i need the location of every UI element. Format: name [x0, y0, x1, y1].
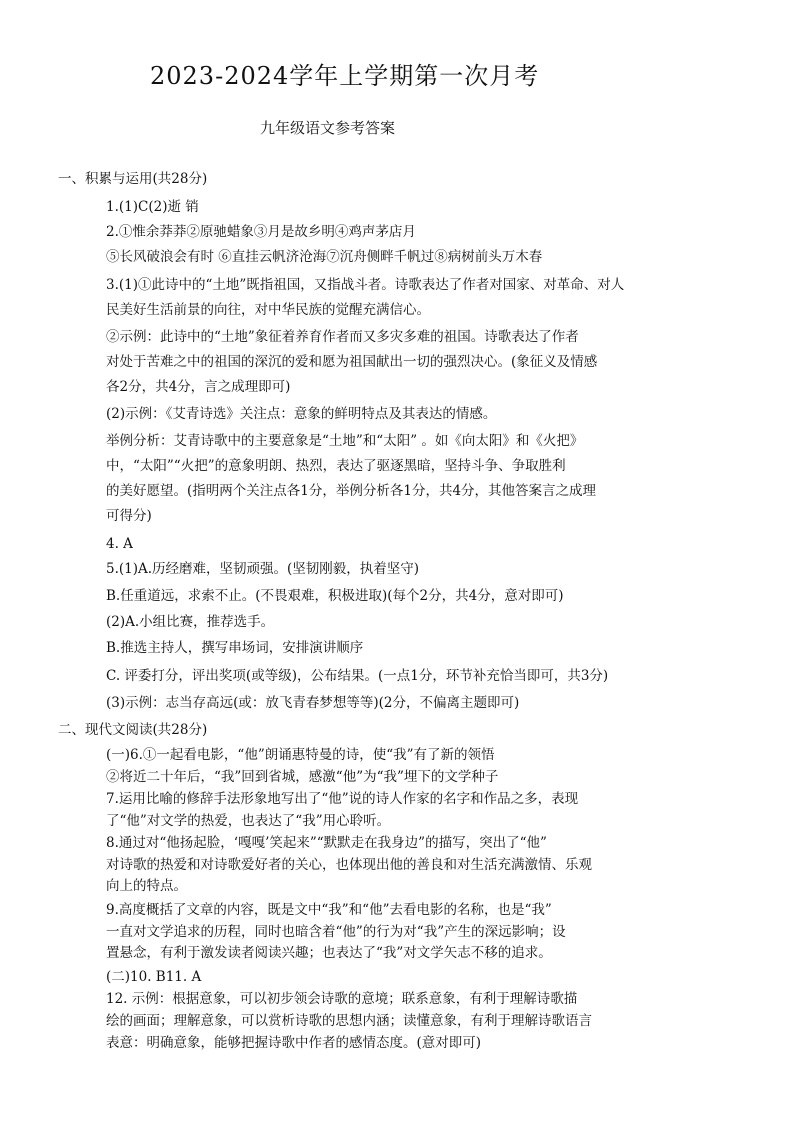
answer-line: C. 评委打分，评出奖项(或等级)，公布结果。(一点1分，环节补充恰当即可，共3分) [106, 668, 609, 684]
answer-line: 民美好生活前景的向往，对中华民族的觉醒充满信心。 [106, 302, 430, 318]
answer-line: 对处于苦难之中的祖国的深沉的爱和愿为祖国献出一切的强烈决心。(象征义及情感 [106, 354, 598, 370]
answer-line: B.任重道远，求索不止。(不畏艰难，积极进取)(每个2分，共4分，意对即可) [106, 588, 564, 604]
answer-line: 了“他”对文学的热爱，也表达了“我”用心聆听。 [106, 813, 391, 829]
answer-line: 各2分，共4分，言之成理即可) [106, 379, 291, 395]
answer-line: 举例分析：艾青诗歌中的主要意象是“土地”和“太阳” 。如《向太阳》和《火把》 [106, 433, 584, 449]
answer-line: ②将近二十年后，“我”回到省城，感激“他”为“我”埋下的文学种子 [106, 769, 499, 785]
answer-line: 8.通过对“他扬起脸，‘嘎嘎’笑起来”“默默走在我身边”的描写，突出了“他” [106, 835, 547, 851]
answer-line: 的美好愿望。(指明两个关注点各1分，举例分析各1分，共4分，其他答案言之成理 [106, 483, 597, 499]
answer-line: 3.(1)①此诗中的“土地”既指祖国，又指战斗者。诗歌表达了作者对国家、对革命、对人 [106, 277, 625, 293]
answer-line: ⑤长风破浪会有时 ⑥直挂云帆济沧海⑦沉舟侧畔千帆过⑧病树前头万木春 [106, 249, 543, 265]
page-subtitle: 九年级语文参考答案 [260, 119, 396, 137]
answer-line: (一)6.①一起看电影，“他”朗诵惠特曼的诗，使“我”有了新的领悟 [106, 747, 495, 763]
answer-line: 12. 示例：根据意象，可以初步领会诗歌的意境；联系意象，有利于理解诗歌描 [106, 991, 578, 1007]
answer-line: 绘的画面；理解意象，可以赏析诗歌的思想内涵；读懂意象，有利于理解诗歌语言 [106, 1013, 592, 1029]
answer-line: (二)10. B11. A [106, 969, 202, 985]
answer-line: 4. A [106, 536, 133, 552]
answer-line: 1.(1)C(2)逝 销 [106, 199, 199, 215]
answer-line: ②示例：此诗中的“土地”象征着养育作者而又多灾多难的祖国。诗歌表达了作者 [106, 329, 579, 345]
section-heading: 一、积累与运用(共28分) [58, 171, 208, 187]
answer-line: 中，“太阳”“火把”的意象明朗、热烈，表达了驱逐黑暗，坚持斗争、争取胜利 [106, 458, 566, 474]
answer-line: 表意：明确意象，能够把握诗歌中作者的感情态度。(意对即可) [106, 1035, 482, 1051]
answer-line: 2.①惟余莽莽②原驰蜡象③月是故乡明④鸡声茅店月 [106, 224, 416, 240]
answer-line: B.推选主持人，撰写串场词，安排演讲顺序 [106, 640, 364, 656]
answer-line: (2)示例：《艾青诗选》关注点：意象的鲜明特点及其表达的情感。 [106, 406, 497, 422]
answer-line: 7.运用比喻的修辞手法形象地写出了“他”说的诗人作家的名字和作品之多，表现 [106, 791, 579, 807]
answer-line: (2)A.小组比赛，推荐选手。 [106, 614, 275, 630]
page-title: 2023-2024学年上学期第一次月考 [150, 62, 540, 90]
answer-line: 向上的特点。 [106, 878, 187, 894]
answer-line: 可得分) [106, 508, 152, 524]
answer-line: 置悬念，有利于激发读者阅读兴趣；也表达了“我”对文学矢志不移的追求。 [106, 945, 552, 961]
section-heading: 二、现代文阅读(共28分) [58, 722, 208, 738]
answer-line: 对诗歌的热爱和对诗歌爱好者的关心，也体现出他的善良和对生活充满激情、乐观 [106, 857, 592, 873]
answer-line: 一直对文学追求的历程，同时也暗含着“他”的行为对“我”产生的深远影响；设 [106, 924, 566, 940]
answer-line: 5.(1)A.历经磨难，坚韧顽强。(坚韧刚毅，执着坚守) [106, 561, 420, 577]
answer-line: (3)示例：志当存高远(或：放飞青春梦想等等)(2分，不偏离主题即可) [106, 695, 520, 711]
answer-line: 9.高度概括了文章的内容，既是文中“我”和“他”去看电影的名称，也是“我” [106, 902, 552, 918]
